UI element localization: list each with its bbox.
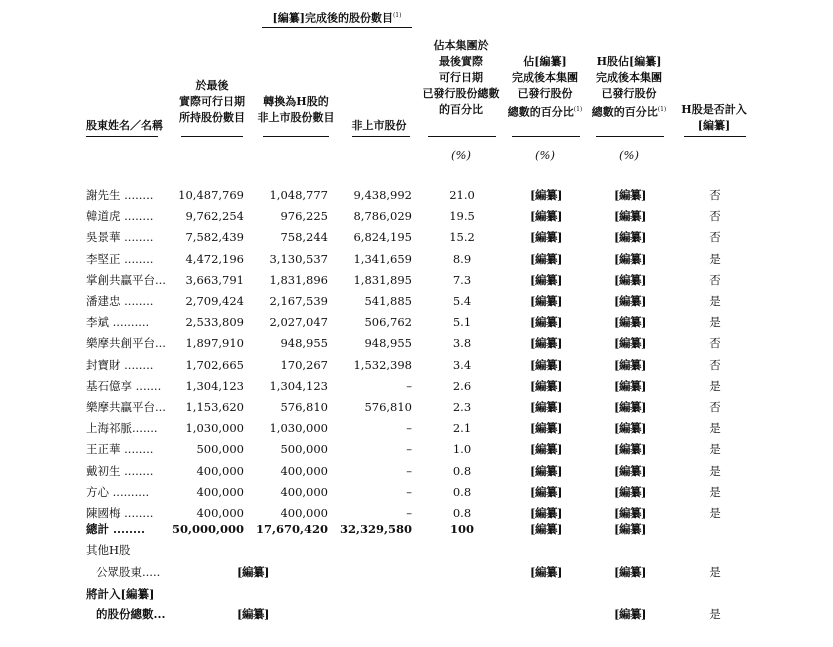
col-header-name: 股東姓名／名稱 [86, 119, 163, 132]
pct-after: [編纂] [530, 421, 562, 435]
shares-held: 3,663,791 [185, 273, 244, 287]
unlisted-shares: – [406, 421, 412, 435]
pct-after: [編纂] [530, 358, 562, 372]
other-h-label: 其他H股 [86, 543, 131, 557]
shares-held: 400,000 [196, 464, 244, 478]
h-shares-converted: 400,000 [280, 464, 328, 478]
h-shares-converted: 758,244 [280, 230, 328, 244]
h-pct-after: [編纂] [614, 442, 646, 456]
pct-current: 21.0 [449, 188, 475, 202]
unlisted-shares: – [406, 506, 412, 520]
h-shares-converted: 948,955 [280, 336, 328, 350]
h-pct-after: [編纂] [614, 379, 646, 393]
pct-current: 2.3 [452, 400, 472, 414]
shareholder-name: 上海祁脈....... [86, 421, 158, 435]
public-p2: [編纂] [530, 565, 562, 579]
pct-after: [編纂] [530, 188, 562, 202]
included-flag: 是 [709, 506, 721, 520]
included-flag: 是 [709, 315, 721, 329]
total-h: 17,670,420 [255, 522, 328, 536]
shareholder-name: 吳景華 ........ [86, 230, 154, 244]
pct-current: 3.8 [452, 336, 472, 350]
pct-after: [編纂] [530, 442, 562, 456]
h-pct-after: [編纂] [614, 400, 646, 414]
shares-held: 7,582,439 [185, 230, 244, 244]
pct-after: [編纂] [530, 379, 562, 393]
h-pct-after: [編纂] [614, 358, 646, 372]
included-total-label: 將計入[編纂] [86, 587, 155, 601]
shares-held: 1,153,620 [185, 400, 244, 414]
unlisted-shares: 541,885 [364, 294, 412, 308]
h-pct-after: [編纂] [614, 485, 646, 499]
shareholder-name: 韓道虎 ........ [86, 209, 154, 223]
shareholder-name: 謝先生 ........ [86, 188, 154, 202]
shareholder-name: 李堅正 ........ [86, 252, 154, 266]
shareholder-name: 基石億享 ....... [86, 379, 162, 393]
col-header-hpct: H股佔[編纂] 完成後本集團 已發行股份 總數的百分比$^{(1)}$ [591, 55, 667, 119]
included-flag: 是 [709, 294, 721, 308]
pct-after: [編纂] [530, 506, 562, 520]
included-flag: 否 [709, 209, 721, 223]
total-shares: 50,000,000 [171, 522, 244, 536]
h-shares-converted: 576,810 [280, 400, 328, 414]
col-header-pct-underline [428, 136, 496, 137]
col-header-unlisted: 非上市股份 [351, 119, 407, 132]
total-label: 總計 ........ [86, 522, 146, 536]
total-unlisted: 32,329,580 [339, 522, 412, 536]
h-pct-after: [編纂] [614, 336, 646, 350]
unlisted-shares: – [406, 442, 412, 456]
included-flag: 是 [709, 485, 721, 499]
pct-current: 0.8 [452, 464, 472, 478]
col-header-h-underline [263, 136, 329, 137]
public-shareholders-label: 公眾股東..... [96, 565, 161, 579]
pct-after: [編纂] [530, 252, 562, 266]
pct-current: 15.2 [449, 230, 475, 244]
col-header-unlisted-underline [352, 136, 410, 137]
shares-held: 500,000 [196, 442, 244, 456]
public-p3: [編纂] [614, 565, 646, 579]
shareholder-name: 樂摩共創平台... [86, 336, 166, 350]
h-pct-after: [編纂] [614, 421, 646, 435]
included-p3: [編纂] [614, 607, 646, 621]
group-title-underline [262, 27, 412, 28]
total-p3: [編纂] [614, 522, 646, 536]
pct-current: 5.1 [452, 315, 472, 329]
pct-current: 0.8 [452, 506, 472, 520]
shares-held: 1,702,665 [185, 358, 244, 372]
shares-held: 1,897,910 [185, 336, 244, 350]
shareholder-name: 掌創共贏平台... [86, 273, 166, 287]
included-flag: 是 [709, 379, 721, 393]
col-header-shares-underline [181, 136, 243, 137]
included-flag: 否 [709, 230, 721, 244]
included-flag: 是 [709, 421, 721, 435]
col-header-name-underline [86, 136, 158, 137]
shares-held: 9,762,254 [185, 209, 244, 223]
pct-after: [編纂] [530, 485, 562, 499]
unlisted-shares: 8,786,029 [353, 209, 412, 223]
col-header-count: H股是否計入 [編纂] [681, 103, 747, 132]
pct-after: [編纂] [530, 315, 562, 329]
col-pct-after-unit: (%) [535, 148, 555, 162]
shareholder-name: 李斌 .......... [86, 315, 150, 329]
h-pct-after: [編纂] [614, 273, 646, 287]
pct-current: 7.3 [452, 273, 472, 287]
shares-held: 1,304,123 [185, 379, 244, 393]
included-flag: 是 [709, 442, 721, 456]
unlisted-shares: 576,810 [364, 400, 412, 414]
unlisted-shares: – [406, 464, 412, 478]
pct-current: 19.5 [449, 209, 475, 223]
unlisted-shares: 1,831,895 [353, 273, 412, 287]
shareholder-name: 戴初生 ........ [86, 464, 154, 478]
h-shares-converted: 1,304,123 [269, 379, 328, 393]
unlisted-shares: 1,341,659 [353, 252, 412, 266]
h-pct-after: [編纂] [614, 188, 646, 202]
shares-held: 400,000 [196, 485, 244, 499]
included-h: [編纂] [237, 607, 269, 621]
included-flag: 是 [709, 252, 721, 266]
col-header-pct-after-underline [512, 136, 580, 137]
included-flag: 否 [709, 188, 721, 202]
h-shares-converted: 1,048,777 [269, 188, 328, 202]
h-pct-after: [編纂] [614, 464, 646, 478]
included-flag: 否 [709, 400, 721, 414]
col-header-count-underline [684, 136, 746, 137]
pct-current: 2.1 [452, 421, 472, 435]
total-pct: 100 [449, 522, 474, 536]
pct-current: 1.0 [452, 442, 472, 456]
group-title: [編纂]完成後的股份數目$^{(1)}$ [272, 11, 402, 25]
total-p2: [編纂] [530, 522, 562, 536]
shareholder-name: 方心 .......... [86, 485, 150, 499]
shareholder-name: 陳國梅 ........ [86, 506, 154, 520]
col-pct-unit: (%) [451, 148, 471, 162]
pct-after: [編纂] [530, 400, 562, 414]
pct-current: 0.8 [452, 485, 472, 499]
unlisted-shares: 1,532,398 [353, 358, 412, 372]
h-shares-converted: 3,130,537 [269, 252, 328, 266]
shares-held: 1,030,000 [185, 421, 244, 435]
h-pct-after: [編纂] [614, 252, 646, 266]
pct-current: 3.4 [452, 358, 472, 372]
h-shares-converted: 170,267 [280, 358, 328, 372]
unlisted-shares: – [406, 485, 412, 499]
col-header-pct: 佔本集團於 最後實際 可行日期 已發行股份總數 的百分比 [422, 39, 500, 116]
h-shares-converted: 2,167,539 [269, 294, 328, 308]
h-shares-converted: 1,831,896 [269, 273, 328, 287]
h-shares-converted: 1,030,000 [269, 421, 328, 435]
pct-current: 2.6 [452, 379, 472, 393]
h-pct-after: [編纂] [614, 209, 646, 223]
shares-held: 4,472,196 [185, 252, 244, 266]
col-header-shares: 於最後 實際可行日期 所持股份數目 [179, 79, 245, 124]
pct-after: [編纂] [530, 230, 562, 244]
pct-after: [編纂] [530, 273, 562, 287]
col-hpct-unit: (%) [619, 148, 639, 162]
included-flag: 否 [709, 273, 721, 287]
pct-after: [編纂] [530, 464, 562, 478]
h-shares-converted: 500,000 [280, 442, 328, 456]
included-total-label-2: 的股份總數... [96, 607, 166, 621]
public-included: 是 [709, 565, 721, 579]
unlisted-shares: – [406, 379, 412, 393]
shares-held: 400,000 [196, 506, 244, 520]
shares-held: 10,487,769 [178, 188, 244, 202]
included-flag: 是 [709, 464, 721, 478]
h-shares-converted: 976,225 [280, 209, 328, 223]
h-pct-after: [編纂] [614, 506, 646, 520]
pct-after: [編纂] [530, 209, 562, 223]
h-pct-after: [編纂] [614, 230, 646, 244]
unlisted-shares: 948,955 [364, 336, 412, 350]
shareholder-name: 潘建忠 ........ [86, 294, 154, 308]
unlisted-shares: 506,762 [364, 315, 412, 329]
col-header-hpct-underline [596, 136, 664, 137]
h-shares-converted: 400,000 [280, 485, 328, 499]
col-header-h-conversion: 轉換為H股的 非上市股份數目 [257, 95, 335, 124]
h-shares-converted: 2,027,047 [269, 315, 328, 329]
public-h: [編纂] [237, 565, 269, 579]
included-flag: 否 [709, 336, 721, 350]
shares-held: 2,709,424 [185, 294, 244, 308]
h-pct-after: [編纂] [614, 294, 646, 308]
included-flag: 否 [709, 358, 721, 372]
pct-after: [編纂] [530, 336, 562, 350]
shareholder-name: 王正華 ........ [86, 442, 154, 456]
unlisted-shares: 6,824,195 [353, 230, 412, 244]
h-shares-converted: 400,000 [280, 506, 328, 520]
shareholder-name: 封寶財 ........ [86, 358, 154, 372]
shareholder-name: 樂摩共贏平台... [86, 400, 166, 414]
pct-current: 8.9 [452, 252, 472, 266]
included-flag: 是 [709, 607, 721, 621]
pct-current: 5.4 [452, 294, 472, 308]
unlisted-shares: 9,438,992 [353, 188, 412, 202]
col-header-pct-after: 佔[編纂] 完成後本集團 已發行股份 總數的百分比$^{(1)}$ [507, 55, 583, 119]
h-pct-after: [編纂] [614, 315, 646, 329]
shares-held: 2,533,809 [185, 315, 244, 329]
pct-after: [編纂] [530, 294, 562, 308]
